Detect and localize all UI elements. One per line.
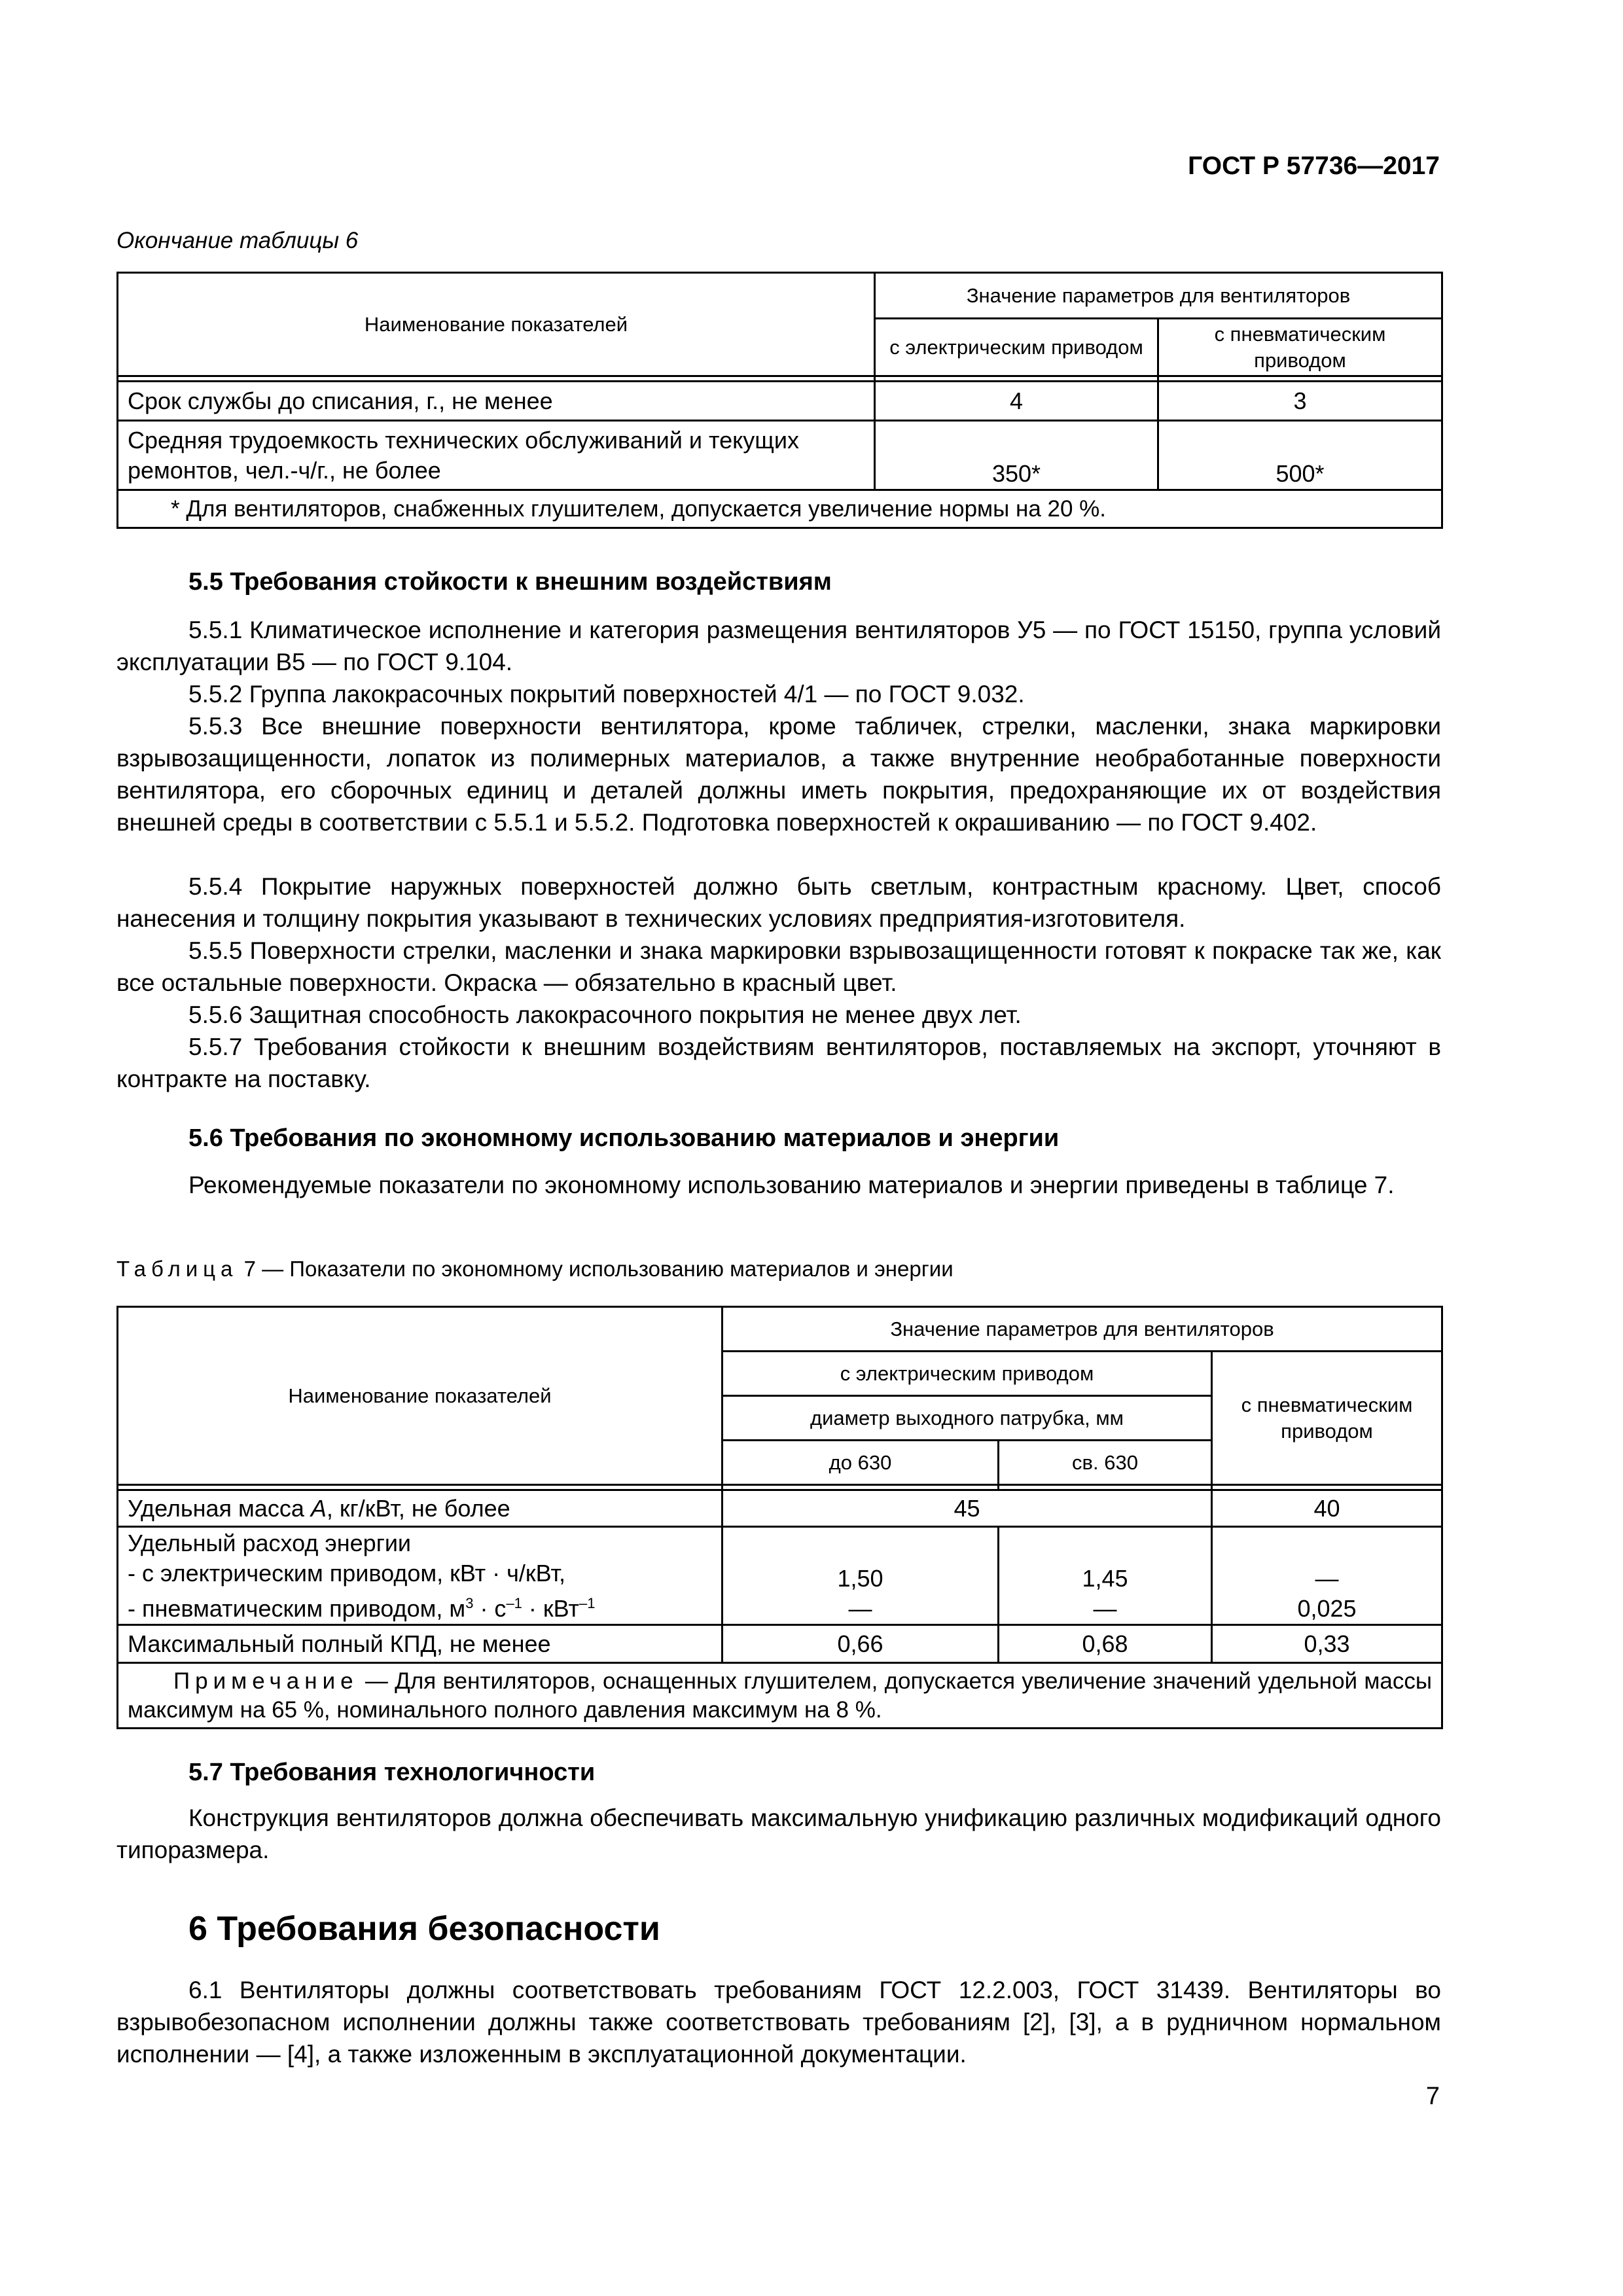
t7-row2-over: 1,45 — [999, 1527, 1212, 1625]
table-row [118, 1490, 1442, 1527]
t6-col-name: Наименование показателей [118, 273, 875, 376]
t7-col-electric: с электрическим приводом [722, 1352, 1212, 1396]
section-5-6-heading: 5.6 Требования по экономному использованию материалов и энергии [188, 1124, 1060, 1152]
t7-col-name: Наименование показателей [118, 1307, 722, 1485]
t7-row1-pneumatic: 40 [1212, 1490, 1442, 1527]
t6-row2-electric: 350* [875, 421, 1158, 490]
t7-row2-line1: Удельный расход энергии [128, 1529, 412, 1556]
t7-row1-label: Удельная масса [128, 1494, 304, 1522]
table6-caption: Окончание таблицы 6 [116, 228, 359, 253]
section-5-7-heading: 5.7 Требования технологичности [188, 1759, 596, 1786]
page-number: 7 [1425, 2083, 1440, 2110]
t6-row2-name: Средняя трудоемкость технических обслуживаний и текущих ремонтов, чел.-ч/г., не более [118, 421, 875, 490]
para-5-5-3: 5.5.3 Все внешние поверхности вентилятора, кроме табличек, стрелки, масленки, знака маркировки взрывозащищенности, лопаток из полимерных материалов, а также внутренние необработанные поверхности вентилятора, его сборочных единиц и деталей должны иметь покрытия, предохраняющие их от воздействия внешней среды в соответствии с 5.5.1 и 5.5.2. Подготовка поверхностей к окрашиванию — по ГОСТ 9.402. [116, 713, 1441, 836]
t6-row1-electric: 4 [875, 382, 1158, 421]
para-5-7: Конструкция вентиляторов должна обеспечивать максимальную унификацию различных модификаций одного типоразмера. [116, 1804, 1441, 1863]
t7-row2-line3: - пневматическим приводом, $м^3 \cdot с^{-1} \cdot кВт^{-1}$ [128, 1594, 596, 1622]
table-7 [116, 1306, 1443, 1729]
t7-row1-symbol: А [310, 1494, 327, 1522]
para-5-5-7: 5.5.7 Требования стойкости к внешним воздействиям вентиляторов, поставляемых на экспорт, уточняют в контракте на поставку. [116, 1033, 1441, 1092]
t7-row2-name [118, 1527, 722, 1625]
t7-row2-line2: - с электрическим приводом, кВт · ч/кВт, [128, 1559, 565, 1587]
t6-footnote: * Для вентиляторов, снабженных глушителем, допускается увеличение нормы на 20 %. [118, 490, 1442, 528]
table7-caption [116, 1257, 954, 1282]
t7-row2-upto: 1,50 — [722, 1527, 999, 1625]
t7-note-word: Примечание [173, 1668, 359, 1694]
table-row [118, 421, 1442, 490]
t7-row1-name [118, 1490, 722, 1527]
t7-row3-upto: 0,66 [722, 1625, 999, 1663]
t7-row3-over: 0,68 [999, 1625, 1212, 1663]
t7-note-rest: — Для вентиляторов, оснащенных глушителем, допускается увеличение значений удельной массы максимум на 65 %, номинального полного давления максимум на 8 %. [128, 1668, 1433, 1723]
t7-row3-pneumatic: 0,33 [1212, 1625, 1442, 1663]
t7-col-diameter: диаметр выходного патрубка, мм [722, 1396, 1212, 1441]
doc-code: ГОСТ Р 57736—2017 [1188, 152, 1440, 180]
para-5-6: Рекомендуемые показатели по экономному использованию материалов и энергии приведены в таблице 7. [188, 1172, 1395, 1198]
t7-row1-electric: 45 [722, 1490, 1212, 1527]
para-5-5-6: 5.5.6 Защитная способность лакокрасочного покрытия не менее двух лет. [188, 1001, 1022, 1028]
t7-col-upto: до 630 [722, 1441, 999, 1485]
para-5-5-2: 5.5.2 Группа лакокрасочных покрытий поверхностей 4/1 — по ГОСТ 9.032. [188, 681, 1025, 708]
t6-col-group: Значение параметров для вентиляторов [875, 273, 1442, 319]
t6-col-pneumatic: с пневматическим приводом [1158, 319, 1442, 376]
t6-col-electric: с электрическим приводом [875, 319, 1158, 376]
t7-col-over: св. 630 [999, 1441, 1212, 1485]
table-row [118, 382, 1442, 421]
para-6-1: 6.1 Вентиляторы должны соответствовать требованиям ГОСТ 12.2.003, ГОСТ 31439. Вентиляторы во взрывобезопасном исполнении должны также соответствовать требованиям [2], [3], а в рудничном нормальном исполнении — [4], а также изложенным в эксплуатационной документации. [116, 1977, 1441, 2068]
t6-row1-pneumatic: 3 [1158, 382, 1442, 421]
para-5-5-1: 5.5.1 Климатическое исполнение и категория размещения вентиляторов У5 — по ГОСТ 15150, группа условий эксплуатации В5 — по ГОСТ 9.104. [116, 617, 1441, 675]
t7-note [118, 1663, 1442, 1729]
t7-col-pneumatic: с пневматическим приводом [1212, 1352, 1442, 1485]
section-6-heading: 6 Требования безопасности [188, 1910, 660, 1948]
table-row [118, 1625, 1442, 1663]
t6-row2-pneumatic: 500* [1158, 421, 1442, 490]
table-6 [116, 272, 1443, 529]
table7-caption-rest: 7 — Показатели по экономному использованию материалов и энергии [243, 1257, 954, 1281]
t7-col-group: Значение параметров для вентиляторов [722, 1307, 1442, 1352]
section-5-5-heading: 5.5 Требования стойкости к внешним воздействиям [188, 568, 832, 596]
table-row [118, 1527, 1442, 1625]
t7-row3-name: Максимальный полный КПД, не менее [118, 1625, 722, 1663]
t7-row1-label-rest: , кг/кВт, не более [326, 1494, 510, 1522]
t7-row2-pneumatic: — 0,025 [1212, 1527, 1442, 1625]
t6-row1-name: Срок службы до списания, г., не менее [118, 382, 875, 421]
para-5-5-5: 5.5.5 Поверхности стрелки, масленки и знака маркировки взрывозащищенности готовят к покраске так же, как все остальные поверхности. Окраска — обязательно в красный цвет. [116, 937, 1441, 996]
table7-caption-word: Таблица [116, 1257, 238, 1281]
para-5-5-4: 5.5.4 Покрытие наружных поверхностей должно быть светлым, контрастным красному. Цвет, способ нанесения и толщину покрытия указывают в технических условиях предприятия-изготовителя. [116, 873, 1441, 932]
